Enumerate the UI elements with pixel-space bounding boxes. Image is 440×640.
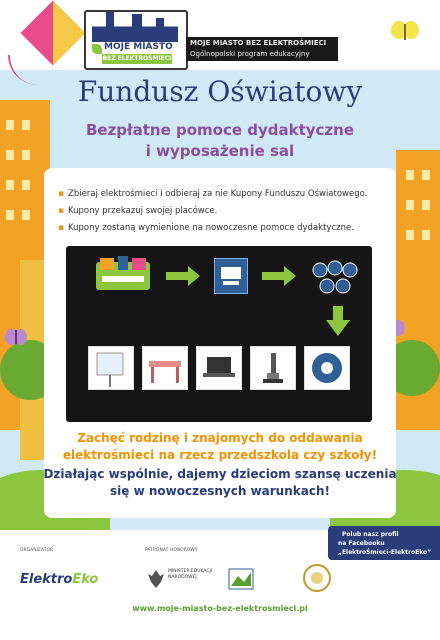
logo-part: Eko [72, 572, 99, 587]
ball-icon [305, 347, 349, 389]
organizer-label: ORGANIZATOR [20, 548, 54, 553]
ministry-name: MINISTER EDUKACJI NARODOWEJ [168, 569, 213, 580]
microscope-icon [251, 347, 295, 389]
subtitle-line: Bezpłatne pomoce dydaktyczne [85, 121, 355, 139]
butterfly-icon [390, 20, 420, 44]
tower-graphic [132, 14, 142, 36]
window [6, 180, 14, 190]
whiteboard-icon [89, 347, 133, 389]
tower-graphic [156, 18, 164, 36]
logo-part: Elektro [20, 572, 73, 587]
window [406, 170, 414, 180]
process-diagram [66, 246, 372, 422]
microscope-tile [250, 346, 296, 390]
program-logo [84, 10, 188, 70]
window [422, 170, 430, 180]
bullet-item: ▪ Kupony zostaną wymienione na nowoczesne pomoce dydaktyczne. [58, 220, 394, 237]
laptop-tile [196, 346, 242, 390]
electronics-icon [92, 256, 154, 294]
window [422, 200, 430, 210]
subtitle-line: i wyposażenie sal [145, 142, 295, 160]
leaf-icon [92, 44, 102, 54]
website-link[interactable]: www.moje-miasto-bez-elektrosmieci.pl [132, 604, 308, 613]
laptop-icon [197, 347, 241, 389]
facebook-line: Polub nasz profil [342, 531, 399, 538]
elektroeko-logo [20, 572, 98, 587]
bullet-item: ▪ Kupony przekazuj swojej placówce. [58, 203, 394, 220]
logo-subtext: BEZ ELEKTROŚMIECI [102, 55, 172, 62]
coupon-icon [214, 258, 248, 294]
table-icon [143, 347, 187, 389]
facebook-line: na Facebooku [338, 540, 385, 547]
window [406, 230, 414, 240]
window [422, 230, 430, 240]
facebook-profile-name: „ElektroŚmieci-ElektroEko” [338, 549, 432, 556]
cta-secondary-text [0, 466, 440, 500]
window [406, 200, 414, 210]
arrow-right-icon [262, 266, 296, 286]
program-name: MOJE MIASTO BEZ ELEKTROŚMIECI [190, 39, 327, 47]
whiteboard-tile [88, 346, 134, 390]
cta-line: elektrośmieci na rzecz przedszkola czy szkoły! [62, 448, 378, 462]
seal-icon [302, 563, 332, 593]
program-tagline: Ogólnopolski program edukacyjny [190, 50, 310, 58]
patronage-label: PATRONAT HONOROWY [145, 548, 198, 553]
logo-text: MOJE MIASTO [104, 42, 173, 52]
window [22, 210, 30, 220]
eagle-icon [146, 568, 166, 590]
bullet-item: ▪ Zbieraj elektrośmieci i odbieraj za nie Kupony Funduszu Oświatowego. [58, 186, 394, 203]
window [6, 210, 14, 220]
ball-tile [304, 346, 350, 390]
furniture-tile [142, 346, 188, 390]
coins-icon [310, 260, 360, 296]
cta-line: Zachęć rodzinę i znajomych do oddawania [77, 431, 363, 445]
tower-graphic [106, 12, 114, 36]
page-subtitle [0, 120, 440, 162]
bullet-list [58, 186, 394, 237]
cta-text [0, 430, 440, 464]
window [22, 180, 30, 190]
butterfly-icon [4, 328, 28, 348]
cta-line: się w nowoczesnych warunkach! [110, 484, 330, 498]
cta-line: Działając wspólnie, dajemy dzieciom szansę uczenia [43, 467, 397, 481]
arrow-down-icon [326, 306, 350, 336]
page-title: Fundusz Oświatowy [77, 75, 363, 108]
partner-logo [228, 568, 254, 590]
arrow-right-icon [166, 266, 200, 286]
